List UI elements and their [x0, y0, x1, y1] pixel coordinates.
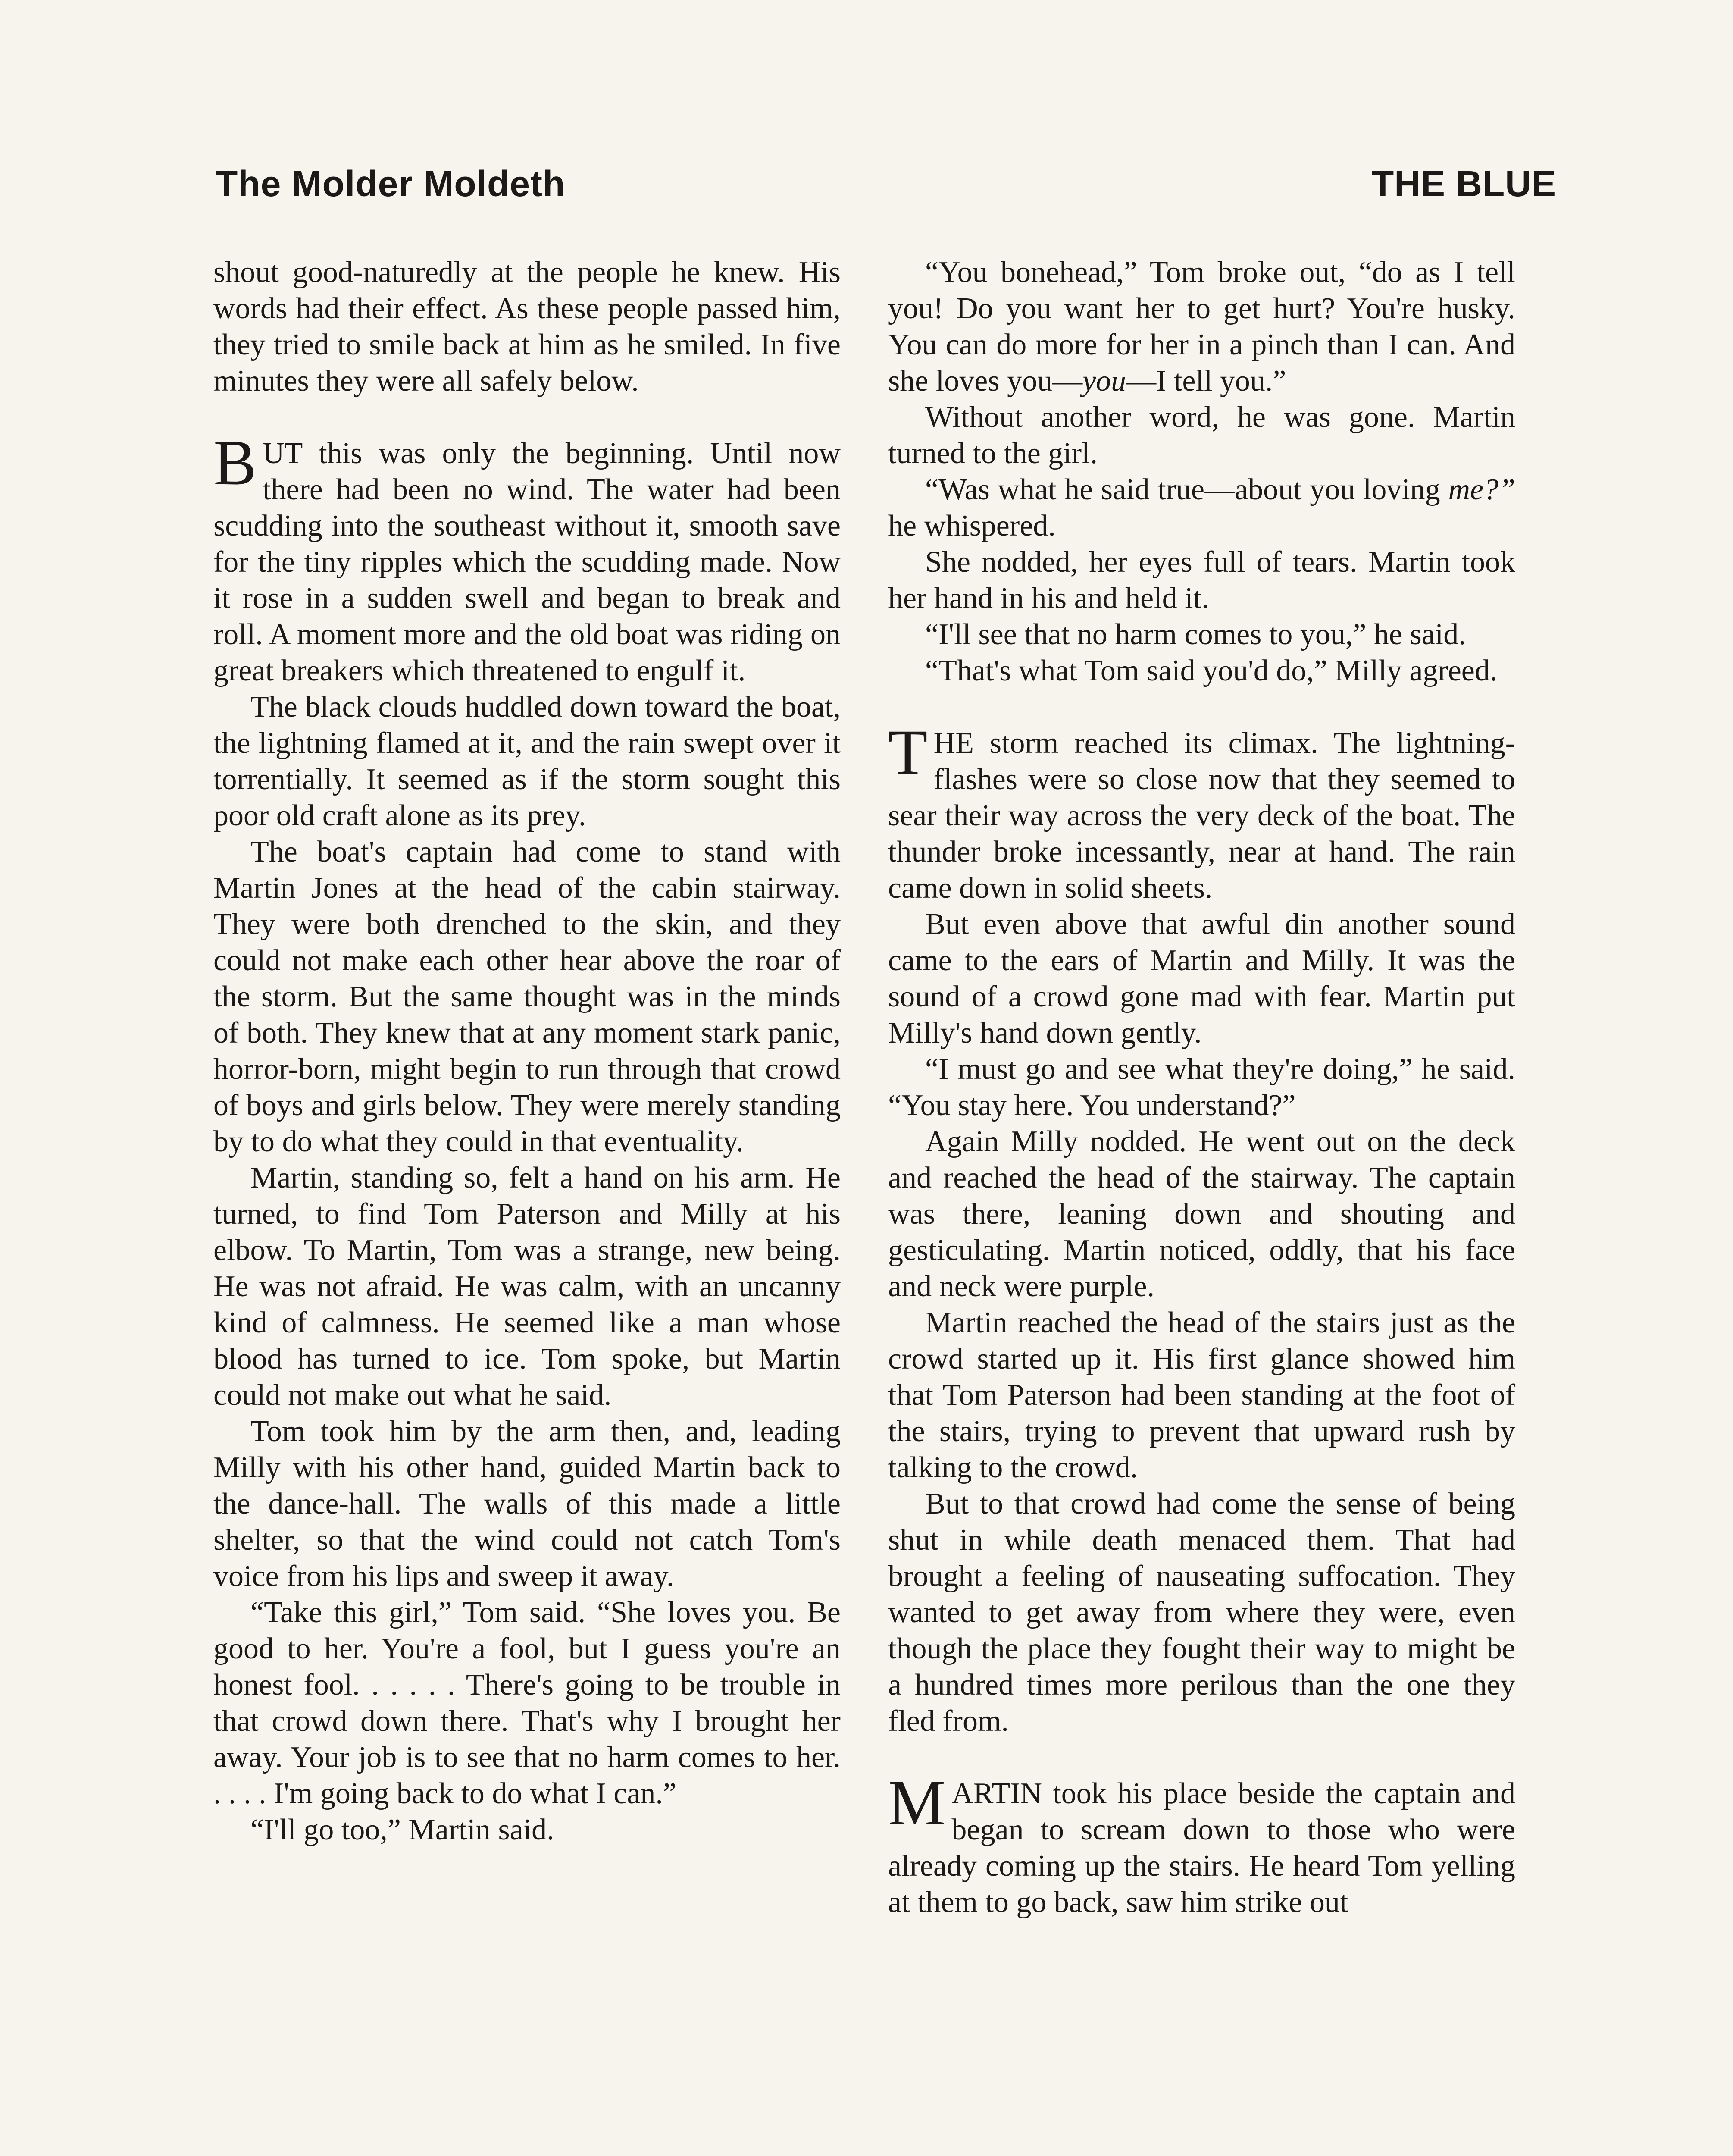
paragraph: “I'll see that no harm comes to you,” he said. — [925, 618, 1466, 651]
running-head — [216, 163, 1556, 205]
left-column — [213, 254, 841, 1848]
drop-cap: B — [213, 427, 257, 498]
paragraph: Tom took him by the arm then, and, leading Milly with his other hand, guided Martin back to the dance-hall. The walls of this made a little shelter, so that the wind could not catch Tom's voice from his lips and sweep it away. — [213, 1415, 841, 1593]
paragraph-text: ARTIN took his place beside the captain and began to scream down to those who were already coming up the stairs. He heard Tom yelling at them to go back, saw him strike out — [888, 1777, 1515, 1919]
paragraph-dropcap — [888, 1767, 1515, 1921]
paragraph — [888, 472, 1515, 544]
paragraph: Again Milly nodded. He went out on the deck and reached the head of the stairway. The captain was there, leaning down and shouting and gesticulating. Martin noticed, oddly, that his face and neck were purple. — [888, 1125, 1515, 1303]
paragraph: “Take this girl,” Tom said. “She loves you. Be good to her. You're a fool, but I guess you're an honest fool. . . . . . There's going to be trouble in that crowd down there. That's why I brought her away. Your job is to see that no harm comes to her. . . . . I'm going back to do what I can.” — [213, 1596, 841, 1810]
paragraph: But to that crowd had come the sense of being shut in while death menaced them. That had brought a feeling of nauseating suffocation. They wanted to get away from where they were, even though the place they fought their way to might be a hundred times more perilous than the one they fled from. — [888, 1487, 1515, 1738]
paragraph — [888, 254, 1515, 399]
paragraph: “That's what Tom said you'd do,” Milly agreed. — [925, 654, 1498, 687]
paragraph-text: “Was what he said true—about you loving — [925, 473, 1448, 506]
emphasis-text: you — [1082, 364, 1126, 398]
paragraph: Martin reached the head of the stairs just as the crowd started up it. His first glance showed him that Tom Paterson had been standing at the foot of the stairs, trying to prevent that upward rush by talking to the crowd. — [888, 1306, 1515, 1484]
paragraph-dropcap — [888, 717, 1515, 906]
paragraph: The boat's captain had come to stand with Martin Jones at the head of the cabin stairway. They were both drenched to the skin, and they could not make each other hear above the roar of the storm. But the same thought was in the minds of both. They knew that at any moment stark panic, horror-born, might begin to run through that crowd of boys and girls below. They were merely standing by to do what they could in that eventuality. — [213, 835, 841, 1158]
paragraph-text: he whispered. — [888, 509, 1056, 542]
paragraph: The black clouds huddled down toward the boat, the lightning flamed at it, and the rain swept over it torrentially. It seemed as if the storm sought this poor old craft alone as its prey. — [213, 690, 841, 832]
paragraph-dropcap — [213, 427, 841, 689]
paragraph: Martin, standing so, felt a hand on his arm. He turned, to find Tom Paterson and Milly at his elbow. To Martin, Tom was a strange, new being. He was not afraid. He was calm, with an uncanny kind of calmness. He seemed like a man whose blood has turned to ice. Tom spoke, but Martin could not make out what he said. — [213, 1161, 841, 1412]
paragraph: shout good-naturedly at the people he knew. His words had their effect. As these people passed him, they tried to smile back at him as he smiled. In five minutes they were all safely below. — [213, 256, 841, 398]
paragraph: Without another word, he was gone. Martin turned to the girl. — [888, 401, 1515, 470]
paragraph-text: HE storm reached its climax. The lightning-flashes were so close now that they seemed to sear their way across the very deck of the boat. The thunder broke incessantly, near at hand. The rain came down in solid sheets. — [888, 727, 1515, 905]
header-magazine-title: THE BLUE — [1372, 163, 1556, 204]
paragraph-text: —I tell you.” — [1126, 364, 1286, 398]
paragraph-text: UT this was only the beginning. Until now there had been no wind. The water had been scudding into the southeast without it, smooth save for the tiny ripples which the scudding made. Now it rose in a sudden swell and began to break and roll. A moment more and the old boat was riding on great breakers which threatened to engulf it. — [213, 437, 841, 687]
paragraph-text: “You bonehead,” Tom broke out, “do as I tell you! Do you want her to get hurt? You're husky. You can do more for her in a pinch than I can. And she loves you— — [888, 256, 1515, 398]
paragraph: “I'll go too,” Martin said. — [250, 1813, 554, 1846]
paragraph: She nodded, her eyes full of tears. Martin took her hand in his and held it. — [888, 545, 1515, 615]
right-column — [888, 254, 1515, 1921]
paragraph: But even above that awful din another sound came to the ears of Martin and Milly. It was the sound of a crowd gone mad with fear. Martin put Milly's hand down gently. — [888, 908, 1515, 1050]
paragraph: “I must go and see what they're doing,” he said. “You stay here. You understand?” — [888, 1053, 1515, 1122]
drop-cap: M — [888, 1767, 946, 1839]
drop-cap: T — [888, 717, 928, 788]
header-story-title: The Molder Moldeth — [216, 163, 566, 204]
emphasis-text: me?” — [1448, 473, 1515, 506]
